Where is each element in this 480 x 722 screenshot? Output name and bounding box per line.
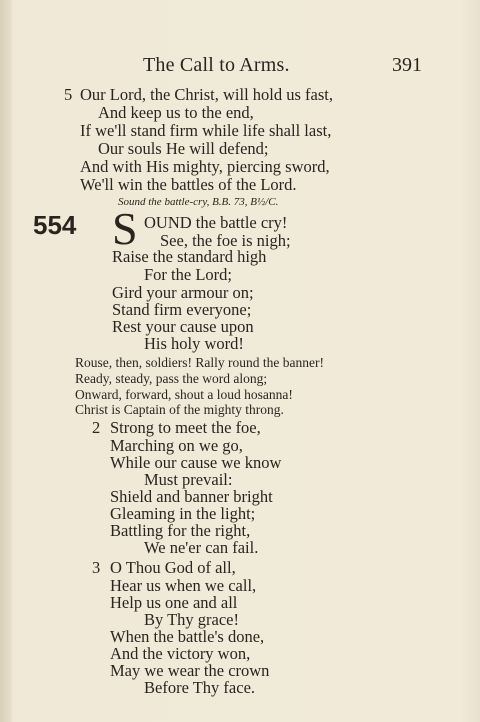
verse-line: When the battle's done, (110, 627, 265, 646)
chorus-line: Ready, steady, pass the word along; (75, 371, 268, 386)
verse-line: Marching on we go, (110, 436, 243, 455)
verse-line: Shield and banner bright (110, 487, 273, 506)
verse-line: See, the foe is nigh; (160, 231, 291, 250)
verse-line: O Thou God of all, (110, 558, 236, 577)
verse-number: 3 (92, 558, 101, 577)
verse-line: By Thy grace! (144, 610, 239, 629)
verse-line: Battling for the right, (110, 521, 251, 540)
page-gutter-shadow (0, 0, 12, 722)
verse-line: Strong to meet the foe, (110, 418, 261, 437)
chorus-line: Onward, forward, shout a loud hosanna! (75, 387, 293, 402)
verse-line: For the Lord; (144, 265, 232, 284)
verse-line: Raise the standard high (112, 247, 267, 266)
hymn-number: 554 (33, 210, 77, 240)
hymn-first-line: OUND the battle cry! (144, 213, 288, 232)
verse-line: Stand firm everyone; (112, 300, 252, 319)
verse-line: Our Lord, the Christ, will hold us fast, (80, 85, 333, 104)
verse-number: 2 (92, 418, 101, 437)
verse-line: We ne'er can fail. (144, 538, 259, 557)
chorus-line: Rouse, then, soldiers! Rally round the banner! (75, 355, 324, 370)
chorus-line: Christ is Captain of the mighty throng. (75, 402, 284, 417)
page-number: 391 (392, 54, 422, 76)
verse-line: Rest your cause upon (112, 317, 254, 336)
verse-line: While our cause we know (110, 453, 282, 472)
verse-line: And keep us to the end, (98, 103, 254, 122)
verse-line: Help us one and all (110, 593, 238, 612)
verse-line: Before Thy face. (144, 678, 256, 697)
verse-line: We'll win the battles of the Lord. (80, 175, 297, 194)
verse-line: May we wear the crown (110, 661, 270, 680)
verse-line: Must prevail: (144, 470, 233, 489)
verse-line: Hear us when we call, (110, 576, 257, 595)
verse-line: Gleaming in the light; (110, 504, 256, 523)
verse-line: And the victory won, (110, 644, 251, 663)
running-header-title: The Call to Arms. (143, 54, 290, 76)
drop-cap: S (112, 203, 138, 254)
tune-citation: Sound the battle-cry, B.B. 73, B½/C. (118, 196, 279, 208)
verse-line: Gird your armour on; (112, 283, 254, 302)
verse-line: His holy word! (144, 334, 244, 353)
verse-number: 5 (64, 85, 73, 104)
verse-line: Our souls He will defend; (98, 139, 269, 158)
verse-line: If we'll stand firm while life shall last, (80, 121, 332, 140)
verse-line: And with His mighty, piercing sword, (80, 157, 330, 176)
